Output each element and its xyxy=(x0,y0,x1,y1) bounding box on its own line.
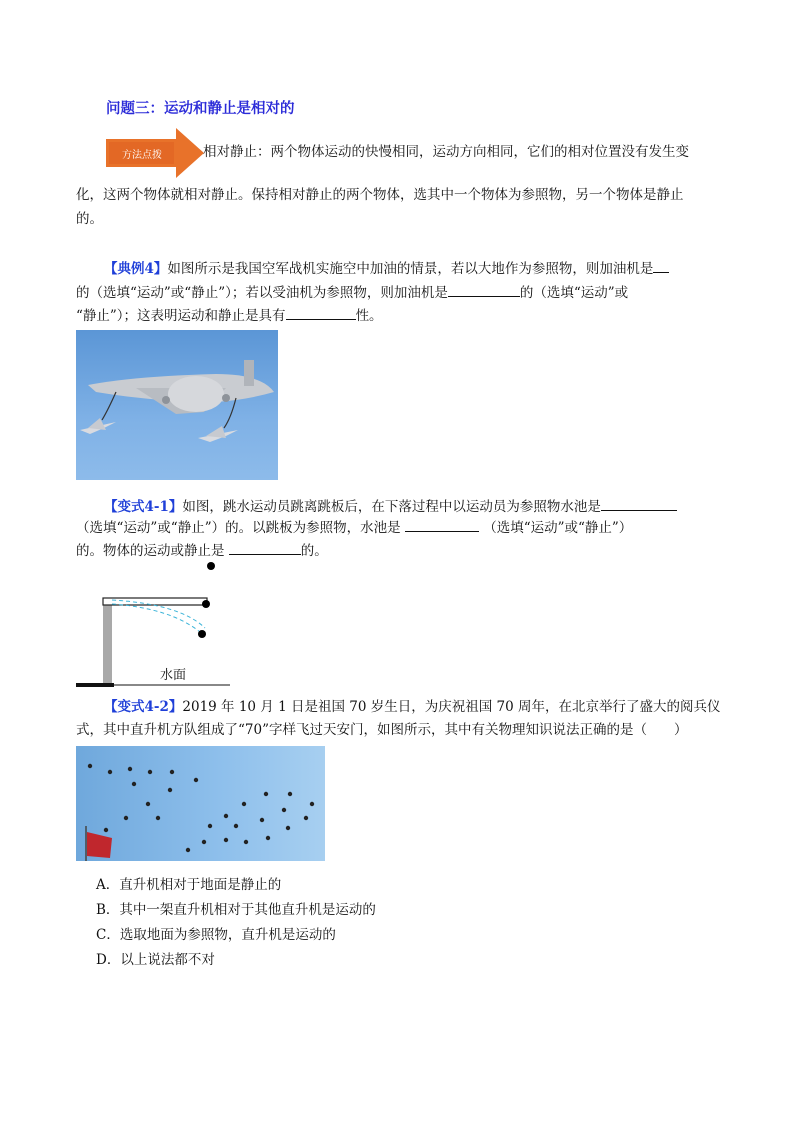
answer-blank[interactable] xyxy=(286,305,356,320)
variant41-line3 xyxy=(76,540,328,561)
variant41-text3b: 的。 xyxy=(300,543,328,559)
answer-blank[interactable] xyxy=(229,540,301,555)
section-heading: 问题三：运动和静止是相对的 xyxy=(106,101,295,117)
option-b[interactable]: B．其中一架直升机相对于其他直升机是运动的 xyxy=(96,902,376,918)
diving-board xyxy=(103,598,207,605)
variant41-text2b: （选填“运动”或“静止”） xyxy=(483,520,633,536)
answer-blank[interactable] xyxy=(405,517,479,532)
variant41-text2a: （选填“运动”或“静止”）的。以跳板为参照物，水池是 xyxy=(76,520,401,536)
answer-blank[interactable] xyxy=(653,258,669,273)
answer-blank[interactable] xyxy=(448,282,520,297)
variant42-line1 xyxy=(104,697,721,717)
method-badge-label: 方法点拨 xyxy=(122,150,162,161)
variant41-line2 xyxy=(76,517,632,538)
diving-board-diagram xyxy=(70,560,240,692)
variant41-line1 xyxy=(104,496,677,517)
answer-blank[interactable] xyxy=(601,496,677,511)
variant42-tag: 【变式4-2】 xyxy=(104,699,183,715)
example4-text1: 如图所示是我国空军战机实施空中加油的情景，若以大地作为参照物，则加油机是 xyxy=(167,261,654,277)
method-text-line1: 相对静止：两个物体运动的快慢相同，运动方向相同，它们的相对位置没有发生变 xyxy=(203,144,689,160)
water-surface-label: 水面 xyxy=(160,668,187,683)
variant42-text1: 2019 年 10 月 1 日是祖国 70 岁生日，为庆祝祖国 70 周年，在北京举行了盛大的阅兵仪 xyxy=(182,699,721,715)
diver-falling-dot xyxy=(198,630,206,638)
refueling-aircraft-illustration xyxy=(76,330,278,480)
option-c[interactable]: C．选取地面为参照物，直升机是运动的 xyxy=(96,927,336,943)
variant41-tag: 【变式4-1】 xyxy=(104,499,183,515)
helicopter-formation-photo xyxy=(76,746,325,861)
variant42-line2: 式，其中直升机方队组成了“70”字样飞过天安门，如图所示，其中有关物理知识说法正确的是（ ） xyxy=(76,722,688,738)
method-text-line3: 的。 xyxy=(76,211,103,227)
example4-tag: 【典例4】 xyxy=(104,261,168,277)
aerial-refueling-photo xyxy=(76,330,278,480)
example4-text3b: 性。 xyxy=(355,308,383,324)
example4-line3 xyxy=(76,305,383,326)
option-d[interactable]: D．以上说法都不对 xyxy=(96,952,215,968)
ground-bar xyxy=(76,683,114,687)
diver-start-dot xyxy=(207,562,215,570)
method-text-line2: 化，这两个物体就相对静止。保持相对静止的两个物体，选其中一个物体为参照物，另一个物体是静止 xyxy=(76,187,684,203)
example4-text2b: 的（选填“运动”或 xyxy=(519,285,629,301)
example4-line1 xyxy=(104,258,669,279)
option-a[interactable]: A．直升机相对于地面是静止的 xyxy=(96,877,282,893)
example4-text3a: “静止”）；这表明运动和静止是具有 xyxy=(76,308,286,324)
variant41-text1: 如图，跳水运动员跳离跳板后，在下落过程中以运动员为参照物水池是 xyxy=(182,499,601,515)
example4-text2a: 的（选填“运动”或“静止”）；若以受油机为参照物，则加油机是 xyxy=(76,285,448,301)
helicopter-formation-illustration xyxy=(76,746,325,861)
example4-line2 xyxy=(76,282,628,303)
diver-board-dot xyxy=(202,600,210,608)
platform-tower xyxy=(103,598,112,686)
variant41-text3a: 的。物体的运动或静止是 xyxy=(76,543,225,559)
flag xyxy=(87,832,112,858)
